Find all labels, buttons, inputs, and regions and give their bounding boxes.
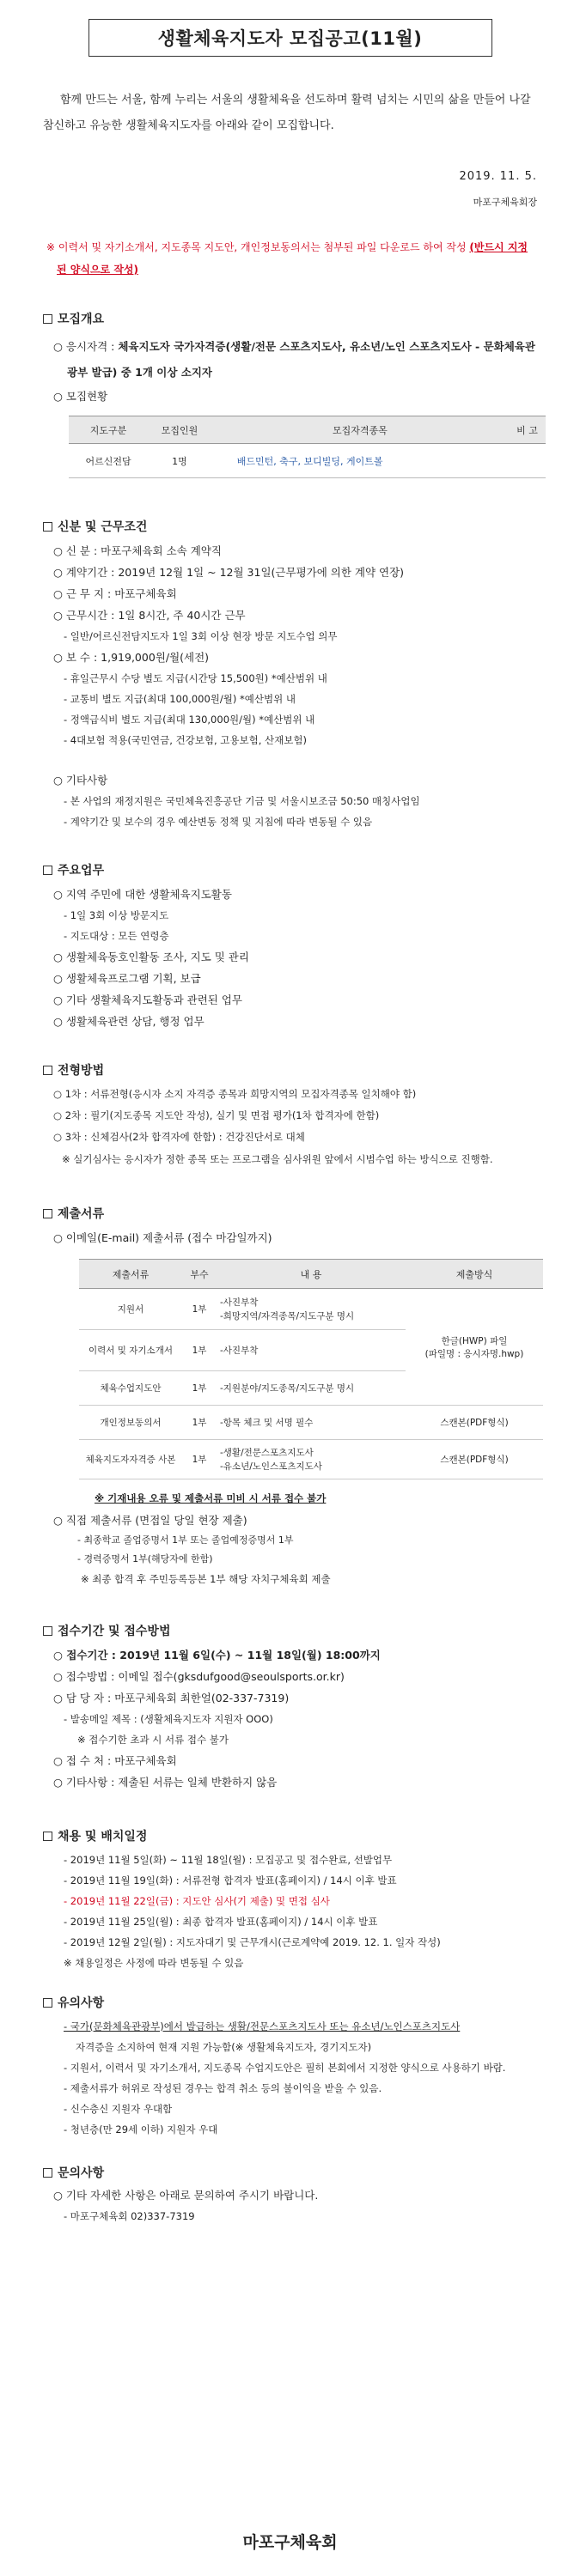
table-header: 내 용 [217, 1260, 406, 1289]
list-item: - 청년층(만 29세 이하) 지원자 우대 [64, 2123, 218, 2136]
table-header: 제출서류 [79, 1260, 182, 1289]
list-item: - 일반/어르신전담지도자 1일 3회 이상 현장 방문 지도수업 의무 [64, 630, 338, 642]
list-item: ○ 근무시간 : 1일 8시간, 주 40시간 근무 [53, 609, 246, 622]
list-item: - 제출서류가 허위로 작성된 경우는 합격 취소 등의 불이익을 받을 수 있음. [64, 2082, 382, 2094]
list-item: ○ 지역 주민에 대한 생활체육지도활동 [53, 888, 232, 901]
table-cell: -사진부착 -희망지역/자격종목/지도구분 명시 [217, 1289, 406, 1330]
list-item: ○ 직접 제출서류 (면접일 당일 현장 제출) [53, 1514, 247, 1527]
recruit-status-label: ○ 모집현황 [53, 390, 108, 403]
section-checkbox-icon [43, 1832, 52, 1841]
list-item: ○ 1차 : 서류전형(응시자 소지 자격증 종목과 희망지역의 모집자격종목 일치해야 함) [53, 1088, 417, 1100]
table-header: 제출방식 [406, 1260, 543, 1289]
list-item: - 본 사업의 재정지원은 국민체육진흥공단 기금 및 서울시보조금 50:50 매칭사업임 [64, 795, 420, 807]
list-item: ○ 기타사항 [53, 774, 108, 787]
table-cell: 1부 [182, 1289, 217, 1330]
section-title: 모집개요 [58, 313, 105, 326]
list-item: - 정액급식비 별도 지급(최대 130,000원/월) *예산범위 내 [64, 714, 315, 726]
attachment-notice-text: ※ 이력서 및 자기소개서, 지도종목 지도안, 개인정보동의서는 첨부된 파일 다운로드 하여 작성 [46, 241, 470, 253]
table-cell: 1부 [182, 1440, 217, 1479]
list-item: - 2019년 11월 19일(화) : 서류전형 합격자 발표(홈페이지) / 14시 이후 발표 [64, 1874, 397, 1886]
section-title: 제출서류 [58, 1207, 105, 1221]
table-cell: 이력서 및 자기소개서 [79, 1330, 182, 1371]
section-title: 전형방법 [58, 1064, 105, 1078]
footer-org-name: 마포구체육회 [242, 2533, 338, 2552]
section-cautions [43, 1994, 537, 2140]
section-duties [43, 861, 537, 1032]
table-cell: -생활/전문스포츠지도사 -유소년/노인스포츠지도사 [217, 1440, 406, 1479]
list-item: - 발송메일 제목 : (생활체육지도자 지원자 OOO) [64, 1713, 273, 1725]
documents-table [79, 1259, 543, 1479]
list-item: ※ 접수기한 초과 시 서류 접수 불가 [77, 1734, 229, 1746]
notice-date: 2019. 11. 5. [459, 170, 537, 183]
list-item: ○ 담 당 자 : 마포구체육회 최한얼(02-337-7319) [53, 1692, 290, 1704]
list-item: ○ 생활체육동호인활동 조사, 지도 및 관리 [53, 951, 249, 963]
table-cell: 지원서 [79, 1289, 182, 1330]
table-cell: 스캔본(PDF형식) [406, 1440, 543, 1479]
table-header-row [79, 1260, 543, 1289]
list-item: ○ 계약기간 : 2019년 12월 1일 ~ 12월 31일(근무평가에 의한 계약 연장) [53, 566, 405, 579]
list-item: - 지원서, 이력서 및 자기소개서, 지도종목 수업지도안은 필히 본회에서 지정한 양식으로 사용하기 바람. [64, 2062, 506, 2074]
list-item: ※ 최종 합격 후 주민등록등본 1부 해당 자치구체육회 제출 [81, 1573, 331, 1585]
attachment-notice-emphasis: (반드시 지정된 양식으로 작성) [57, 241, 528, 276]
table-cell: -지원분야/지도종목/지도구분 명시 [217, 1371, 406, 1406]
section-title: 문의사항 [58, 2166, 105, 2180]
list-item: 자격증을 소지하여 현재 지원 가능함(※ 생활체육지도자, 경기지도자) [76, 2041, 372, 2053]
list-item: ※ 실기심사는 응시자가 정한 종목 또는 프로그램을 심사위원 앞에서 시범수업 하는 방식으로 진행함. [62, 1153, 493, 1165]
list-item: ○ 3차 : 신체검사(2차 합격자에 한함) : 건강진단서로 대체 [53, 1131, 305, 1143]
table-cell: 한글(HWP) 파일 (파일명 : 응시자명.hwp) [406, 1289, 543, 1406]
section-title: 유의사항 [58, 1996, 105, 2010]
table-header: 비 고 [509, 416, 546, 444]
table-cell: 1명 [148, 444, 211, 478]
list-item: ○ 기타 생활체육지도활동과 관련된 업무 [53, 993, 243, 1006]
recruit-table [69, 416, 546, 478]
table-header-row [69, 416, 546, 444]
list-item: ○ 보 수 : 1,919,000원/월(세전) [53, 651, 210, 664]
notice-org: 마포구체육회장 [473, 197, 537, 208]
list-item: ○ 2차 : 필기(지도종목 지도안 작성), 실기 및 면접 평가(1차 합격자에 한함) [53, 1109, 380, 1121]
list-item: - 국가(문화체육관광부)에서 발급하는 생활/전문스포츠지도사 또는 유소년/노인스포츠지도사 [64, 2020, 461, 2032]
section-checkbox-icon [43, 1066, 52, 1075]
section-title: 신분 및 근무조건 [58, 520, 148, 534]
table-cell: 배드민턴, 축구, 보디빌딩, 게이트볼 [211, 444, 509, 478]
section-schedule [43, 1827, 537, 1973]
list-item: - 계약기간 및 보수의 경우 예산변동 정책 및 지침에 따라 변동될 수 있음 [64, 816, 373, 828]
table-row [79, 1289, 543, 1330]
list-item: ○ 근 무 지 : 마포구체육회 [53, 587, 177, 600]
list-item: ※ 채용일정은 사정에 따라 변동될 수 있음 [64, 1957, 244, 1969]
section-checkbox-icon [43, 866, 52, 875]
table-cell: 체육지도자자격증 사본 [79, 1440, 182, 1479]
section-overview [43, 310, 537, 478]
section-checkbox-icon [43, 1998, 52, 2008]
section-selection [43, 1061, 537, 1170]
table-cell: 1부 [182, 1406, 217, 1440]
table-cell: 1부 [182, 1330, 217, 1371]
section-title: 주요업무 [58, 864, 105, 878]
list-item: - 지도대상 : 모든 연령층 [64, 930, 169, 942]
table-cell: -사진부착 [217, 1330, 406, 1371]
section-checkbox-icon [43, 1626, 52, 1636]
list-item: ○ 신 분 : 마포구체육회 소속 계약직 [53, 544, 222, 557]
section-title: 접수기간 및 접수방법 [58, 1625, 171, 1638]
list-item: ○ 생활체육관련 상담, 행정 업무 [53, 1015, 205, 1028]
list-item: - 경력증명서 1부(해당자에 한함) [77, 1553, 213, 1564]
warning-text: ※ 기재내용 오류 및 제출서류 미비 시 서류 접수 불가 [95, 1492, 327, 1504]
table-row [79, 1440, 543, 1479]
table-header: 모집자격종목 [211, 416, 509, 444]
list-item: - 4대보험 적용(국민연금, 건강보험, 고용보험, 산재보험) [64, 734, 307, 746]
list-item: ○ 접수기간 : 2019년 11월 6일(수) ~ 11월 18일(월) 18:00까지 [53, 1649, 381, 1662]
section-inquiry [43, 2164, 537, 2227]
attachment-notice [43, 236, 537, 281]
list-item: - 1일 3회 이상 방문지도 [64, 909, 169, 921]
list-item: - 2019년 11월 25일(월) : 최종 합격자 발표(홈페이지) / 14시 이후 발표 [64, 1916, 378, 1928]
table-cell: 체육수업지도안 [79, 1371, 182, 1406]
section-documents [43, 1205, 537, 1589]
list-item: - 마포구체육회 02)337-7319 [64, 2210, 195, 2222]
section-checkbox-icon [43, 314, 52, 324]
intro-text: 함께 만드는 서울, 함께 누리는 서울의 생활체육을 선도하며 활력 넘치는 시민의 삶을 만들어 나갈 참신하고 유능한 생활체육지도자를 아래와 같이 모집합니다. [43, 94, 531, 132]
table-cell: -항목 체크 및 서명 필수 [217, 1406, 406, 1440]
list-item: ○ 기타사항 : 제출된 서류는 일체 반환하지 않음 [53, 1776, 278, 1789]
table-cell [509, 444, 546, 478]
list-item: - 신수층신 지원자 우대함 [64, 2103, 173, 2115]
list-item: ○ 기타 자세한 사항은 아래로 문의하여 주시기 바랍니다. [53, 2189, 319, 2202]
table-cell: 1부 [182, 1371, 217, 1406]
list-item: - 휴일근무시 수당 별도 지급(시간당 15,500원) *예산범위 내 [64, 672, 327, 684]
section-title: 채용 및 배치일정 [58, 1830, 148, 1844]
list-item: - 2019년 11월 5일(화) ~ 11월 18일(월) : 모집공고 및 접수완료, 선발업무 [64, 1854, 393, 1866]
list-item: - 교통비 별도 지급(최대 100,000원/월) *예산범위 내 [64, 693, 296, 705]
page-title: 생활체육지도자 모집공고(11월) [89, 19, 492, 57]
table-row [69, 444, 546, 478]
section-checkbox-icon [43, 522, 52, 532]
section-checkbox-icon [43, 2168, 52, 2178]
table-header: 모집인원 [148, 416, 211, 444]
table-header: 부수 [182, 1260, 217, 1289]
list-item: - 최종학교 졸업증명서 1부 또는 졸업예정증명서 1부 [77, 1534, 294, 1546]
list-item: ○ 이메일(E-mail) 제출서류 (접수 마감일까지) [53, 1231, 272, 1244]
table-row [79, 1406, 543, 1440]
list-item: - 2019년 12월 2일(월) : 지도자대기 및 근무개시(근로계약예 2019. 12. 1. 일자 작성) [64, 1936, 441, 1948]
section-application [43, 1622, 537, 1793]
section-checkbox-icon [43, 1209, 52, 1218]
table-header: 지도구분 [69, 416, 148, 444]
table-cell: 스캔본(PDF형식) [406, 1406, 543, 1440]
section-conditions [43, 518, 537, 832]
qualification-line: ○ 응시자격 : 체육지도자 국가자격증(생활/전문 스포츠지도사, 유소년/노인 스포츠지도사 - 문화체육관광부 발급) 중 1개 이상 소지자 [53, 340, 535, 379]
qualification-text: 체육지도자 국가자격증(생활/전문 스포츠지도사, 유소년/노인 스포츠지도사 - 문화체육관광부 발급) 중 1개 이상 소지자 [67, 340, 535, 379]
list-item: - 2019년 11월 22일(금) : 지도안 심사(기 제출) 및 면접 심사 [64, 1895, 330, 1907]
table-cell: 개인정보동의서 [79, 1406, 182, 1440]
table-cell: 어르신전담 [69, 444, 148, 478]
list-item: ○ 생활체육프로그램 기획, 보급 [53, 972, 201, 985]
list-item: ○ 접 수 처 : 마포구체육회 [53, 1754, 177, 1767]
list-item: ○ 접수방법 : 이메일 접수(gksdufgood@seoulsports.or.kr) [53, 1670, 345, 1683]
